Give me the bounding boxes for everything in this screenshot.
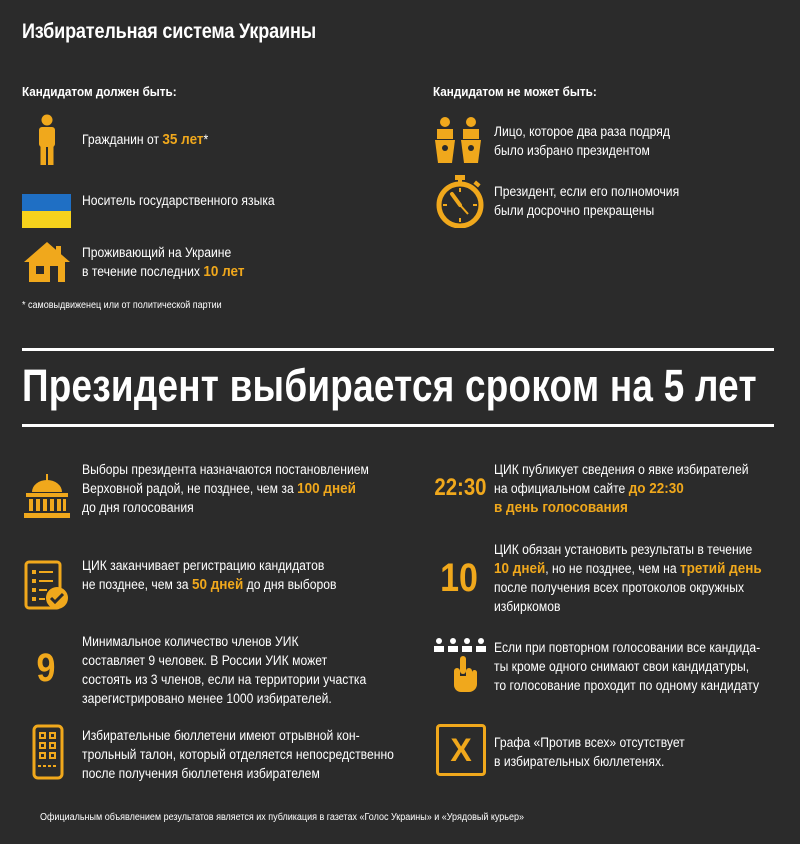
footer-note: Официальным объявлением результатов является их публикация в газетах «Голос Украины» и «Урядовый курьер»	[40, 812, 525, 823]
fact-uik-members: Минимальное количество членов УИК составляет 9 человек. В России УИК может состоять из 3 членов, если на территории участка зарегистрировано менее 1000 избирателей.	[82, 634, 367, 706]
fact-ballot: Избирательные бюллетени имеют отрывной кон- трольный талон, который отделяется непосредственно после получения бюллетеня избирателем	[82, 728, 394, 781]
house-icon	[22, 240, 72, 284]
fact-turnout: ЦИК публикует сведения о явке избирателей на официальном сайте до 22:30 в день голосования	[494, 462, 749, 516]
fact-parliament: Выборы президента назначаются постановлением Верховной радой, не позднее, чем за 100 дней до дня голосования	[82, 462, 369, 515]
x-glyph: X	[450, 732, 472, 768]
hand-choice-icon	[434, 638, 486, 692]
bottom-rule	[22, 424, 774, 427]
ballot-icon	[32, 724, 64, 780]
number-nine: 9	[36, 646, 56, 690]
time-2230: 22:30	[434, 474, 487, 501]
checklist-icon	[24, 560, 70, 612]
must-be-residence: Проживающий на Украине в течение последних 10 лет	[82, 245, 245, 280]
stopwatch-icon	[434, 174, 486, 228]
fact-runoff: Если при повторном голосовании все кандида- ты кроме одного снимают свои кандидатуры, то голосование проходит по одному кандидату	[494, 640, 761, 693]
must-be-language: Носитель государственного языка	[82, 193, 275, 208]
cannot-be-heading: Кандидатом не может быть:	[433, 84, 597, 99]
cannot-be-early-termination: Президент, если его полномочия были досрочно прекращены	[494, 184, 680, 218]
cannot-be-two-terms: Лицо, которое два раза подряд было избрано президентом	[494, 124, 670, 158]
person-icon	[36, 114, 58, 166]
fact-against-all: Графа «Против всех» отсутствует в избирательных бюллетенях.	[494, 735, 685, 769]
top-rule	[22, 348, 774, 351]
fact-results: ЦИК обязан установить результаты в течение 10 дней, но не позднее, чем на третий день после получения всех протоколов окружных избиркомов	[494, 542, 762, 614]
x-box-icon	[436, 724, 486, 776]
ukraine-flag-icon	[22, 194, 71, 228]
number-ten: 10	[440, 556, 478, 600]
two-presidents-icon	[433, 116, 485, 164]
footnote: * самовыдвиженец или от политической партии	[22, 300, 222, 311]
headline: Президент выбирается сроком на 5 лет	[22, 360, 757, 411]
fact-registration: ЦИК заканчивает регистрацию кандидатов не позднее, чем за 50 дней до дня выборов	[82, 558, 337, 593]
page-title: Избирательная система Украины	[22, 20, 316, 43]
must-be-heading: Кандидатом должен быть:	[22, 84, 177, 99]
parliament-icon	[22, 474, 72, 520]
must-be-age: Гражданин от 35 лет*	[82, 131, 209, 148]
